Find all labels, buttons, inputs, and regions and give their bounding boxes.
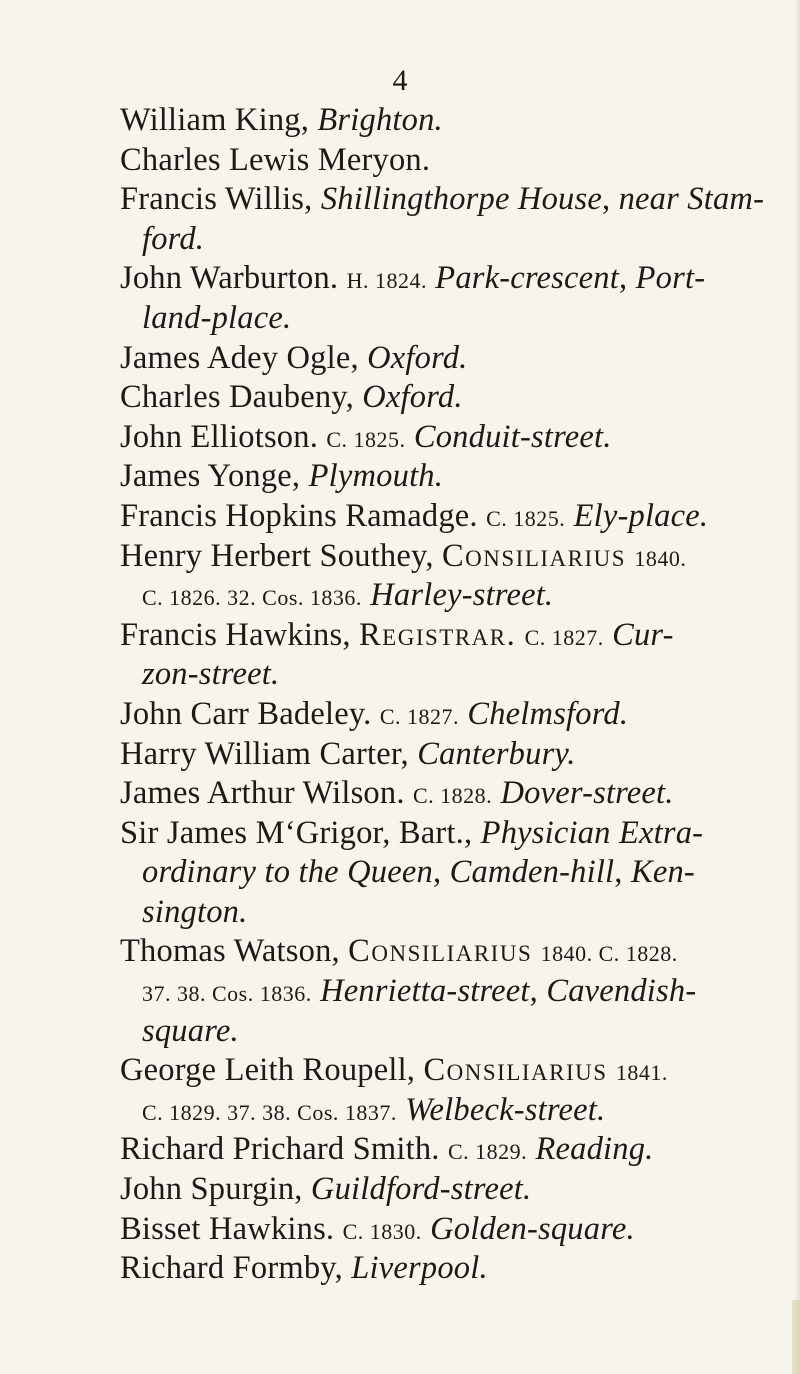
place-text: Guildford-street. — [310, 1171, 532, 1208]
office-title: Consiliarius — [441, 537, 627, 574]
list-line — [120, 1051, 770, 1091]
name-text: Harry William Carter, — [120, 735, 418, 772]
list-line — [120, 141, 770, 181]
name-text: William King, — [120, 102, 318, 138]
name-text: Bisset Hawkins. — [120, 1210, 343, 1247]
place-text: land-place. — [142, 299, 292, 336]
place-text: Camden-hill — [449, 854, 615, 891]
list-line-continuation — [120, 220, 770, 260]
name-text — [422, 1211, 430, 1247]
place-text: Park-crescent — [435, 260, 619, 297]
page-edge-mark — [792, 1300, 800, 1374]
name-text: James Yonge, — [120, 458, 309, 495]
date-note: C. 1825. — [326, 426, 406, 452]
name-text — [516, 617, 524, 653]
place-text: Canterbury. — [417, 735, 576, 772]
name-text — [397, 1092, 405, 1128]
place-text: Chelmsford. — [467, 695, 629, 732]
list-line — [120, 695, 770, 735]
place-text: Dover-street. — [500, 775, 674, 812]
list-line-continuation — [120, 853, 770, 893]
date-note: C. 1829. — [447, 1139, 528, 1165]
name-text — [362, 577, 370, 613]
list-line — [120, 735, 770, 775]
list-line-continuation — [120, 1091, 770, 1131]
name-text: Thomas Watson, — [120, 933, 349, 970]
name-text — [565, 498, 573, 534]
list-line — [120, 1210, 770, 1250]
date-note: C. 1827. — [379, 703, 460, 729]
list-line — [120, 814, 770, 854]
place-text: Reading. — [535, 1131, 654, 1168]
place-text: ordinary to the Queen — [142, 854, 433, 891]
name-text — [492, 775, 500, 811]
name-text — [604, 617, 612, 653]
place-text: Cur- — [612, 616, 674, 653]
name-text: John Spurgin, — [120, 1171, 311, 1208]
place-text: Physician Extra- — [480, 814, 704, 851]
place-text: Port- — [635, 260, 706, 297]
list-line — [120, 418, 770, 458]
page-edge-shadow — [794, 0, 800, 1374]
date-note: H. 1824. — [346, 268, 427, 294]
date-note: C. 1827. — [524, 624, 604, 650]
name-text: Charles Daubeny, — [120, 379, 363, 416]
office-title: Consiliarius — [348, 933, 533, 970]
name-text: , — [432, 854, 450, 891]
list-line-continuation — [120, 299, 770, 339]
list-line-continuation — [120, 1012, 770, 1052]
date-note: C. 1829. 37. 38. Cos. 1837. — [142, 1099, 397, 1125]
list-line — [120, 537, 770, 577]
date-note: 37. 38. Cos. 1836. — [142, 981, 312, 1007]
place-text: Cavendish- — [546, 973, 697, 1010]
page-number: 4 — [392, 64, 408, 97]
list-line-continuation — [120, 576, 770, 616]
place-text: Liverpool. — [351, 1250, 488, 1287]
place-text: Ken- — [630, 854, 695, 891]
list-line — [120, 378, 770, 418]
office-title: Consiliarius — [423, 1052, 608, 1089]
name-text: John Elliotson. — [120, 418, 327, 455]
name-text: , — [614, 854, 631, 891]
list-line-continuation — [120, 893, 770, 933]
place-text: Plymouth. — [308, 458, 444, 495]
office-title: Registrar. — [359, 616, 517, 653]
place-text: Oxford. — [367, 339, 468, 376]
date-note: C. 1825. — [486, 505, 566, 531]
name-text — [312, 973, 320, 1009]
name-text: Charles Lewis Meryon. — [120, 141, 431, 178]
place-text: Harley-street. — [370, 577, 554, 614]
name-text: Richard Formby, — [120, 1250, 352, 1287]
place-text: sington. — [142, 893, 248, 930]
place-text: zon-street. — [142, 656, 280, 693]
place-text: Oxford. — [362, 379, 463, 416]
name-text: Henry Herbert Southey, — [120, 537, 442, 574]
name-text: Francis Hopkins Ramadge. — [120, 497, 487, 534]
name-text: John Warburton. — [120, 260, 347, 297]
name-text: , — [529, 973, 547, 1010]
name-text: , — [618, 260, 636, 297]
name-text: Richard Prichard Smith. — [120, 1131, 448, 1168]
date-note: C. 1826. 32. Cos. 1836. — [142, 585, 362, 611]
name-text: Sir James M‘Grigor, Bart., — [120, 814, 481, 851]
place-text: Brighton. — [317, 102, 443, 138]
name-text: John Carr Badeley. — [120, 695, 380, 732]
list-line — [120, 101, 770, 141]
place-text: Henrietta-street — [320, 973, 530, 1010]
place-text: ford. — [142, 220, 205, 257]
list-line — [120, 1249, 770, 1289]
date-note: C. 1828. — [412, 783, 493, 809]
member-list — [120, 101, 770, 1289]
place-text: Welbeck-street. — [405, 1091, 606, 1128]
name-text: Francis Willis, — [120, 181, 321, 218]
date-note: C. 1830. — [342, 1218, 422, 1244]
list-line — [120, 616, 770, 656]
name-text: , — [601, 181, 619, 218]
list-line-continuation — [120, 972, 770, 1012]
place-text: Golden-square. — [430, 1210, 635, 1247]
name-text — [406, 419, 414, 455]
list-line — [120, 774, 770, 814]
list-line — [120, 180, 770, 220]
place-text: Shillingthorpe House — [320, 181, 602, 218]
name-text — [608, 1052, 616, 1088]
place-text: square. — [142, 1012, 239, 1049]
name-text: George Leith Roupell, — [120, 1052, 424, 1089]
list-line — [120, 339, 770, 379]
name-text: James Arthur Wilson. — [120, 775, 413, 812]
place-text: Conduit-street. — [413, 418, 612, 455]
name-text: Francis Hawkins, — [120, 616, 359, 653]
date-note: 1841. — [615, 1060, 668, 1086]
list-line — [120, 259, 770, 299]
name-text — [532, 933, 540, 969]
date-note: 1840. — [634, 545, 687, 571]
place-text: Ely-place. — [573, 497, 709, 534]
list-line — [120, 1130, 770, 1170]
list-line — [120, 1170, 770, 1210]
list-line — [120, 497, 770, 537]
place-text: near Stam- — [618, 181, 765, 218]
name-text: James Adey Ogle, — [120, 339, 368, 376]
list-line — [120, 457, 770, 497]
list-line-continuation — [120, 655, 770, 695]
date-note: 1840. C. 1828. — [540, 941, 678, 967]
list-line — [120, 932, 770, 972]
